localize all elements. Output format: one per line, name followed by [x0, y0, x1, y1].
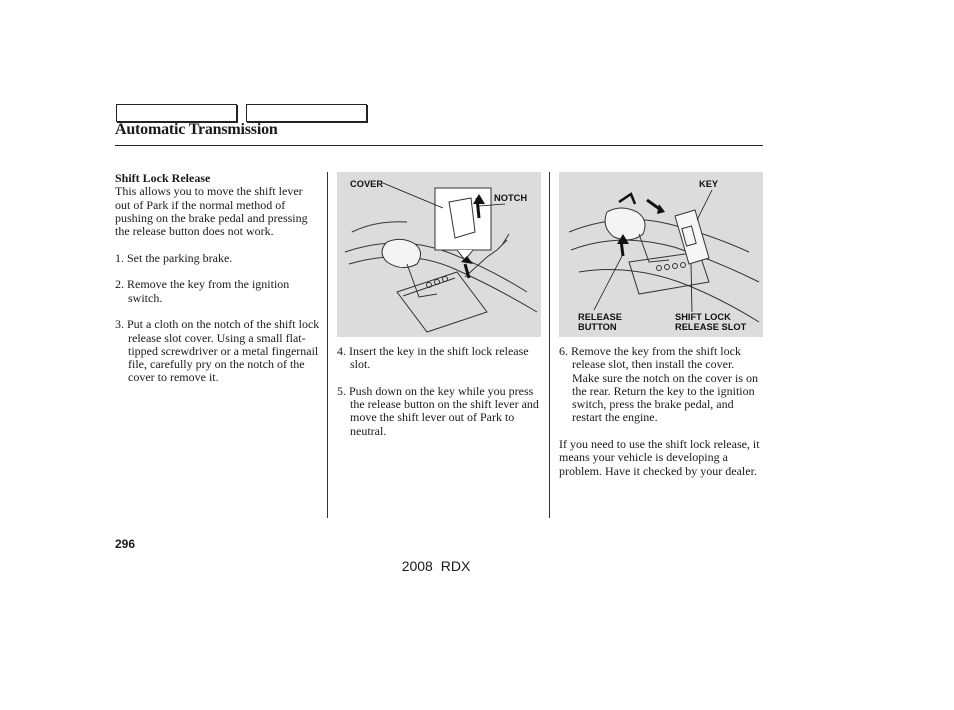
figure-cover-removal — [337, 172, 541, 337]
page-number: 296 — [115, 537, 136, 551]
page-title: Automatic Transmission — [115, 121, 278, 138]
label-notch: NOTCH — [494, 193, 528, 203]
step-1: 1. Set the parking brake. — [115, 250, 233, 265]
step-5: 5. Push down on the key while you press the release button on the shift lever and move the shift lever out of Park to neutral. — [337, 383, 539, 438]
label-cover: COVER — [350, 179, 384, 189]
column-divider-2 — [549, 172, 550, 518]
column-1 — [115, 172, 320, 398]
section-subhead: Shift Lock Release — [115, 171, 211, 185]
step-6: 6. Remove the key from the shift lock release slot, then install the cover. Make sure the notch on the cover is on the rear. Return the key to the ignition switch, press the brake pedal, and restart the engine. — [559, 344, 758, 425]
dealer-note: If you need to use the shift lock release, it means your vehicle is developing a problem. Have it checked by your dealer. — [559, 437, 760, 478]
label-shift-lock-release-slot: SHIFT LOCK RELEASE SLOT — [675, 312, 747, 332]
nav-tab-2[interactable] — [246, 104, 367, 122]
step-4: 4. Insert the key in the shift lock release slot. — [337, 344, 529, 372]
label-release-button: RELEASE BUTTON — [578, 312, 622, 332]
column-3 — [559, 345, 764, 491]
nav-tab-1[interactable] — [116, 104, 237, 122]
column-divider-1 — [327, 172, 328, 518]
figure-key-release — [559, 172, 763, 337]
label-key: KEY — [699, 179, 719, 189]
intro-paragraph: This allows you to move the shift lever out of Park if the normal method of pushing on the brake pedal and pressing the release button does not work. — [115, 184, 308, 239]
footer-model: 2008 RDX — [401, 558, 471, 574]
step-3: 3. Put a cloth on the notch of the shift lock release slot cover. Using a small flat-tipped screwdriver or a metal fingernail file, carefully pry on the notch of the cover to remove it. — [115, 317, 320, 385]
title-divider — [115, 145, 763, 146]
column-2 — [337, 345, 542, 451]
step-2: 2. Remove the key from the ignition switch. — [115, 277, 290, 305]
